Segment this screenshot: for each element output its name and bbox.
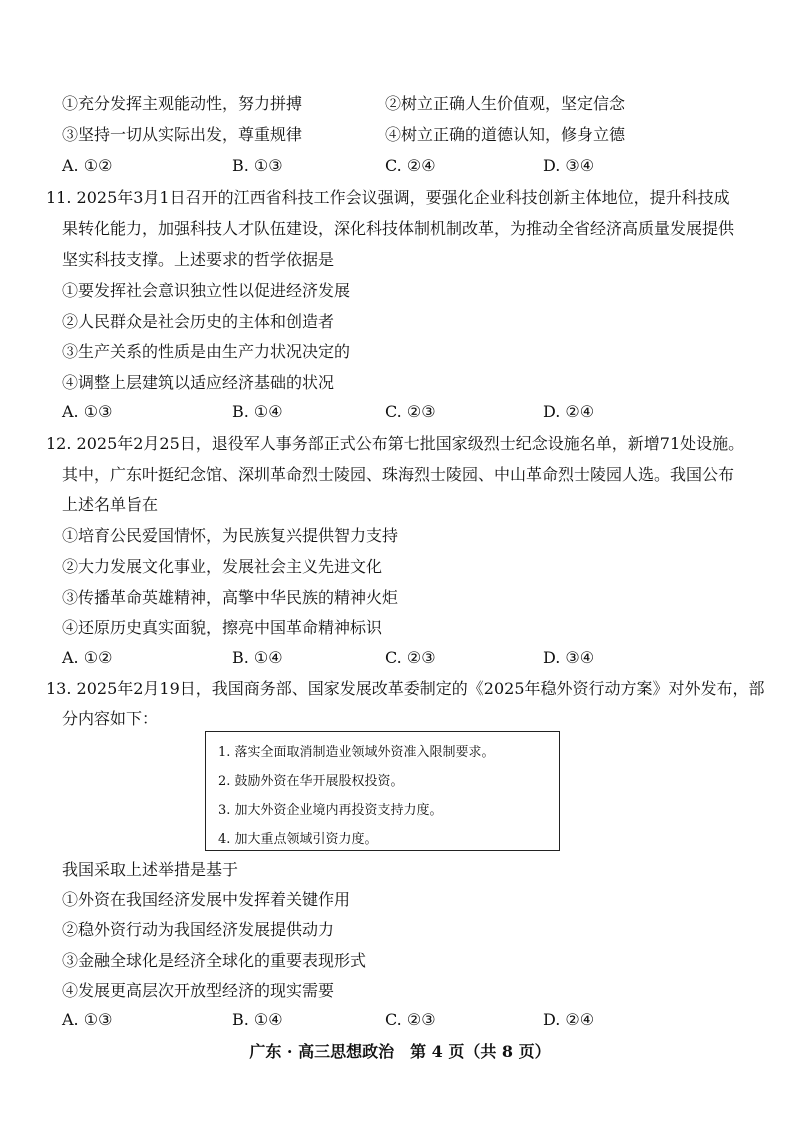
q11-options	[0, 401, 800, 423]
option-a: A. ①②	[62, 156, 113, 175]
q13-stem-line-2: 分内容如下：	[62, 709, 159, 728]
q13-stem-line-1: 13. 2025年2月19日，我国商务部、国家发展改革委制定的《2025年稳外资行动方案》对外发布，部	[46, 679, 765, 698]
q11-stem-line-3: 坚实科技支撑。上述要求的哲学依据是	[62, 250, 335, 269]
option-b: B. ①④	[232, 402, 283, 421]
option-b: B. ①③	[232, 156, 283, 175]
q12-statement-4: ④还原历史真实面貌，擦亮中国革命精神标识	[62, 618, 383, 637]
option-b: B. ①④	[232, 1010, 283, 1029]
prev-statement-3: ③坚持一切从实际出发，尊重规律	[62, 125, 303, 144]
box-item-3: 3. 加大外资企业境内再投资支持力度。	[218, 803, 443, 818]
option-c: C. ②③	[385, 648, 436, 667]
q11-statement-1: ①要发挥社会意识独立性以促进经济发展	[62, 281, 351, 300]
q13-statement-3: ③金融全球化是经济全球化的重要表现形式	[62, 951, 367, 970]
option-b: B. ①④	[232, 648, 283, 667]
q12-statement-1: ①培育公民爱国情怀，为民族复兴提供智力支持	[62, 526, 399, 545]
q12-statement-3: ③传播革命英雄精神，高擎中华民族的精神火炬	[62, 588, 399, 607]
q13-statement-1: ①外资在我国经济发展中发挥着关键作用	[62, 890, 351, 909]
option-d: D. ②④	[543, 1010, 595, 1029]
q13-statement-2: ②稳外资行动为我国经济发展提供动力	[62, 920, 335, 939]
option-c: C. ②③	[385, 402, 436, 421]
q11-stem-line-2: 果转化能力，加强科技人才队伍建设，深化科技体制机制改革，为推动全省经济高质量发展提供	[62, 219, 735, 238]
option-a: A. ①③	[62, 1010, 113, 1029]
option-a: A. ①②	[62, 648, 113, 667]
option-d: D. ②④	[543, 402, 595, 421]
q12-stem-line-1: 12. 2025年2月25日，退役军人事务部正式公布第七批国家级烈士纪念设施名单，新增71处设施。	[46, 434, 745, 453]
prev-options	[0, 155, 800, 177]
q11-statement-3: ③生产关系的性质是由生产力状况决定的	[62, 342, 351, 361]
q11-statement-4: ④调整上层建筑以适应经济基础的状况	[62, 373, 335, 392]
q11-stem-line-1: 11. 2025年3月1日召开的江西省科技工作会议强调，要强化企业科技创新主体地位，提升科技成	[46, 188, 730, 207]
q12-stem-line-3: 上述名单旨在	[62, 495, 159, 514]
option-a: A. ①③	[62, 402, 113, 421]
policy-excerpt-box	[205, 731, 560, 851]
prev-statement-2: ②树立正确人生价值观，坚定信念	[385, 94, 626, 113]
q13-options	[0, 1009, 800, 1031]
q12-statement-2: ②大力发展文化事业，发展社会主义先进文化	[62, 557, 383, 576]
box-item-2: 2. 鼓励外资在华开展股权投资。	[218, 774, 404, 789]
q11-statement-2: ②人民群众是社会历史的主体和创造者	[62, 312, 335, 331]
prev-statement-4: ④树立正确的道德认知，修身立德	[385, 125, 626, 144]
option-c: C. ②③	[385, 1010, 436, 1029]
option-d: D. ③④	[543, 156, 595, 175]
option-c: C. ②④	[385, 156, 436, 175]
option-d: D. ③④	[543, 648, 595, 667]
box-item-4: 4. 加大重点领域引资力度。	[218, 832, 378, 847]
q13-statement-4: ④发展更高层次开放型经济的现实需要	[62, 981, 335, 1000]
q13-stem-question: 我国采取上述举措是基于	[62, 860, 239, 879]
q12-options	[0, 647, 800, 669]
prev-statement-1: ①充分发挥主观能动性，努力拼搏	[62, 94, 303, 113]
page-footer: 广东 · 高三思想政治 第 4 页（共 8 页）	[249, 1042, 551, 1061]
box-item-1: 1. 落实全面取消制造业领域外资准入限制要求。	[218, 745, 495, 760]
q12-stem-line-2: 其中，广东叶挺纪念馆、深圳革命烈士陵园、珠海烈士陵园、中山革命烈士陵园人选。我国公布	[62, 465, 735, 484]
